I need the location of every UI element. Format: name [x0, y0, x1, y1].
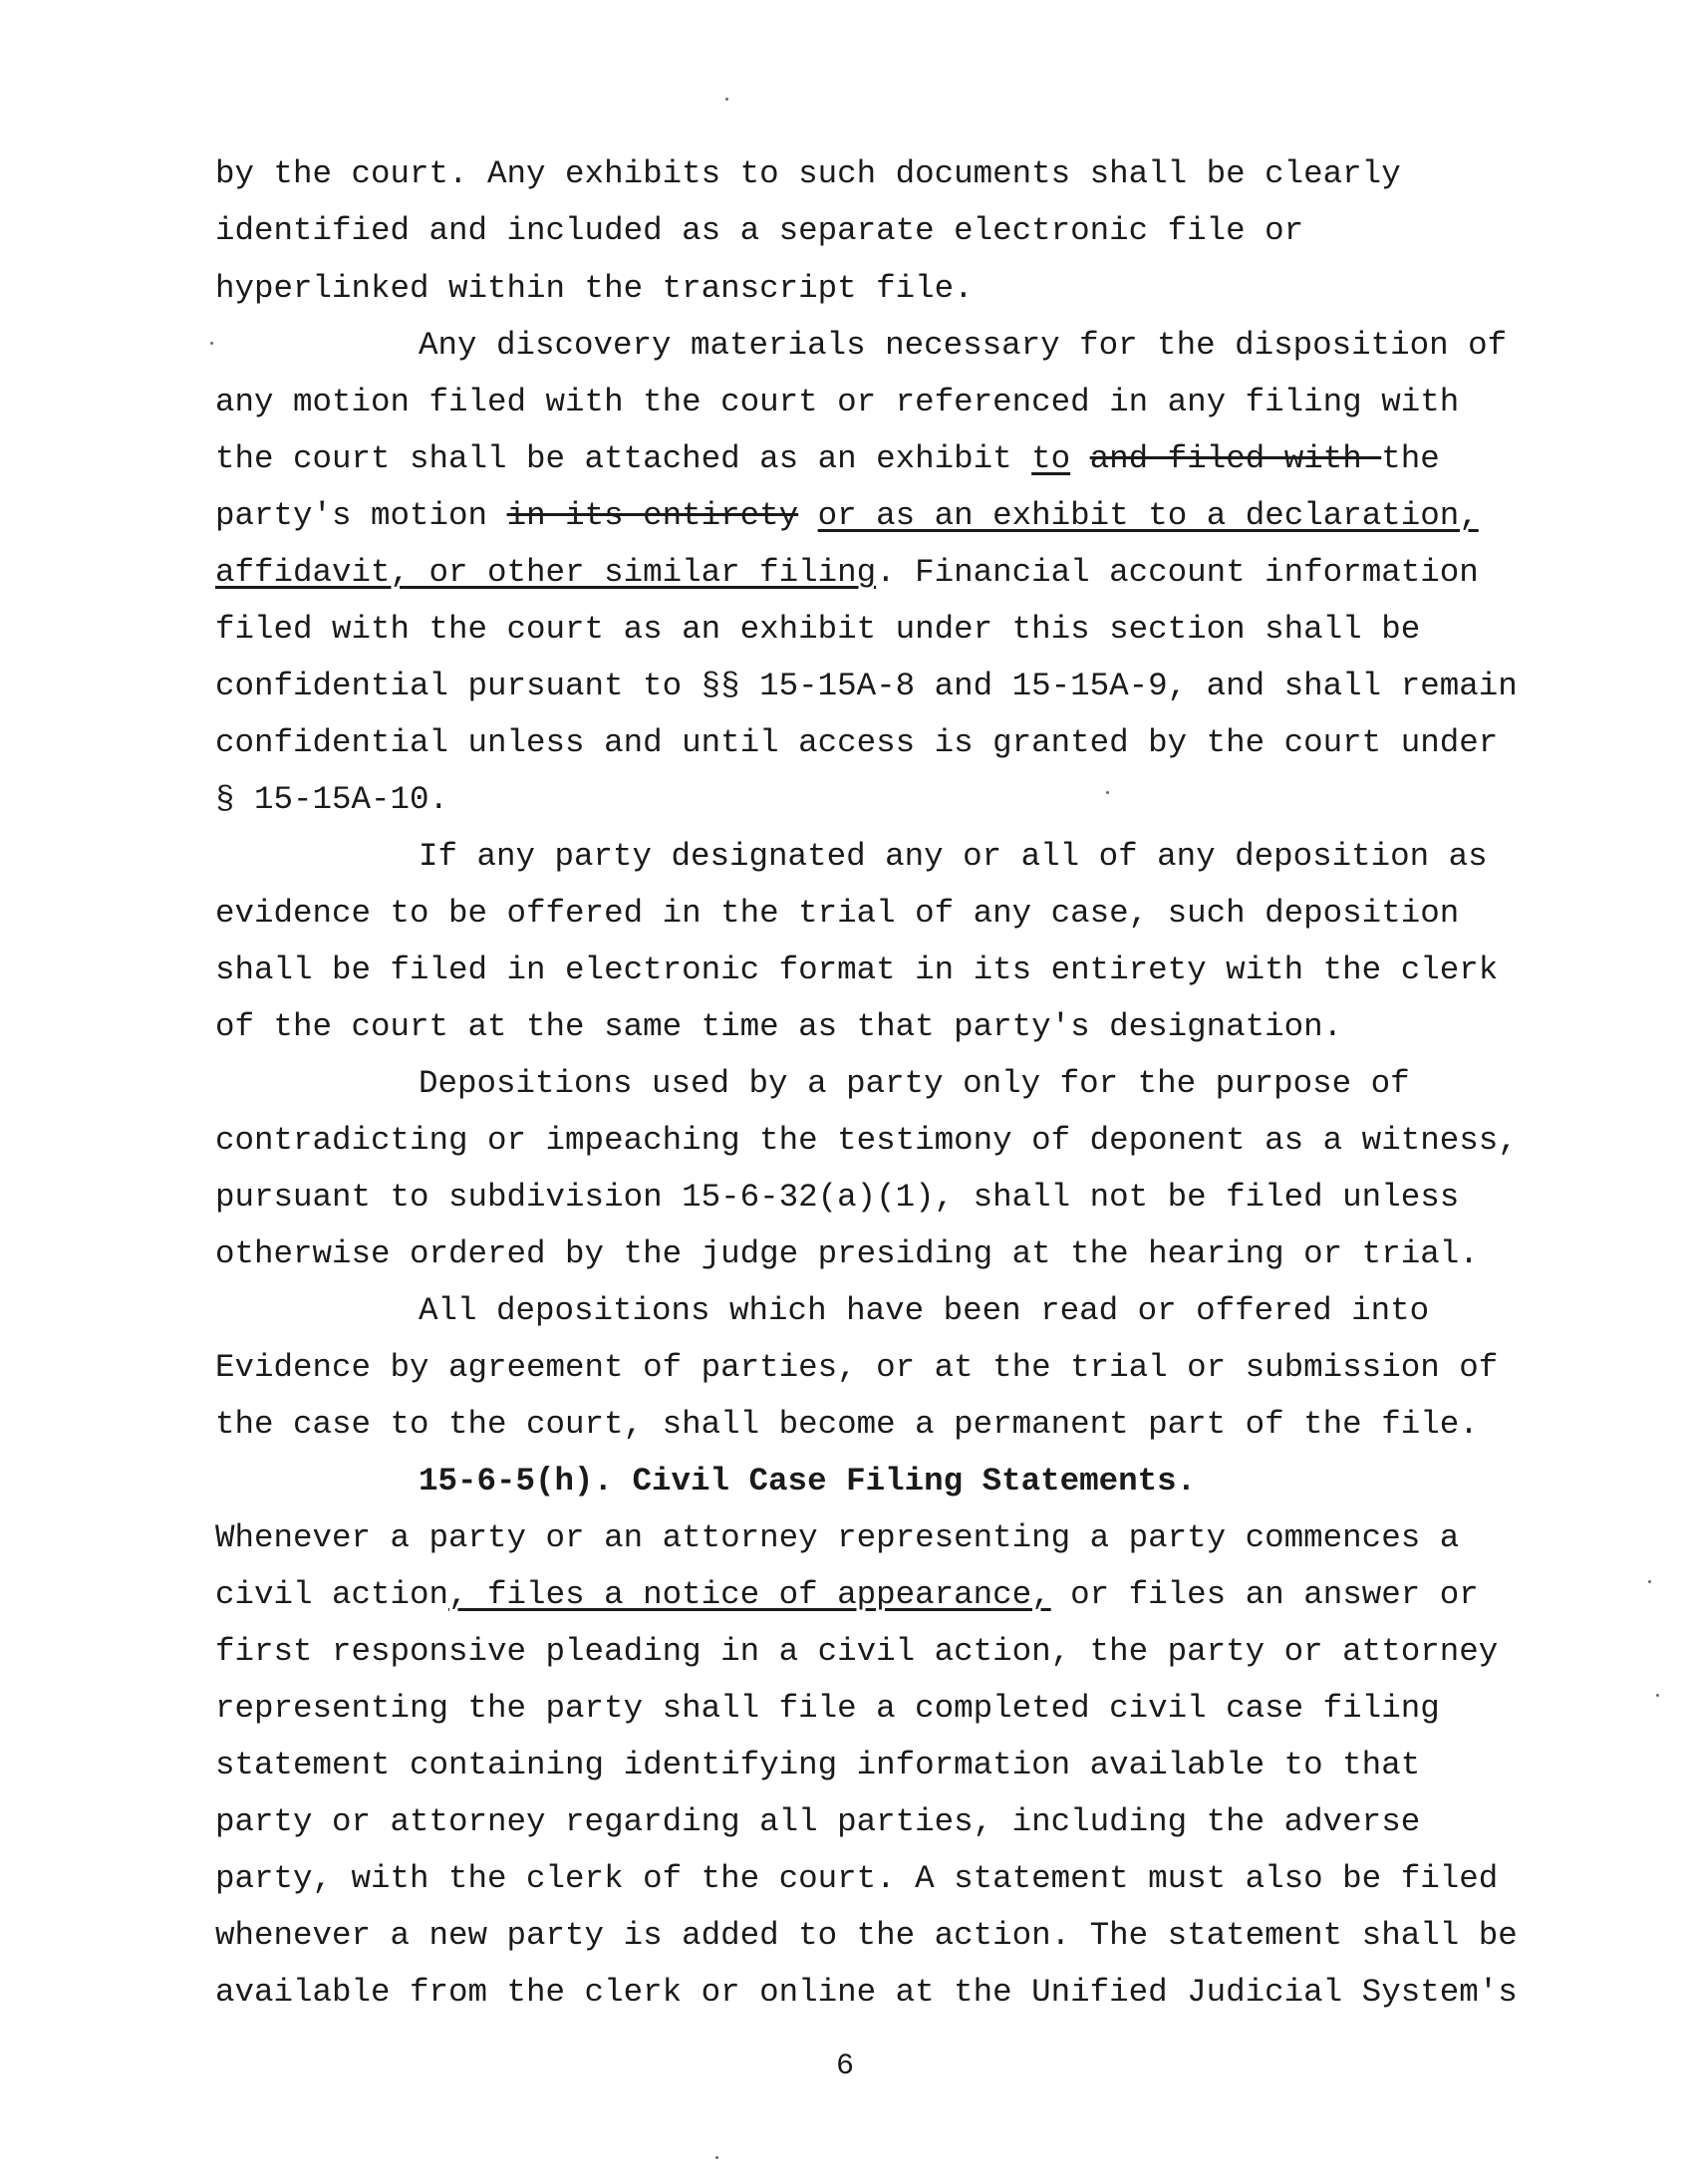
text-segment: identified and included as a separate electronic file or — [215, 212, 1304, 249]
section-heading: 15-6-5(h). Civil Case Filing Statements. — [419, 1463, 1197, 1500]
text-segment: evidence to be offered in the trial of any case, such deposition — [215, 895, 1460, 932]
text-segment: party's motion — [215, 497, 507, 534]
inserted-text: or as an exhibit to a declaration, — [817, 497, 1479, 534]
text-line — [215, 1632, 1498, 1672]
text-line — [215, 1234, 1479, 1274]
deleted-text: and filed with — [1089, 440, 1382, 477]
text-segment: or files an answer or — [1050, 1576, 1479, 1613]
text-line — [215, 1121, 1518, 1161]
text-segment: Whenever a party or an attorney representing a party commences a — [215, 1519, 1460, 1556]
text-segment: first responsive pleading in a civil action, the party or attorney — [215, 1633, 1499, 1670]
text-line — [215, 1689, 1440, 1729]
scan-speck — [1648, 1580, 1651, 1583]
inserted-text: affidavit, or other similar filing — [215, 554, 877, 591]
scan-speck — [210, 342, 213, 345]
text-segment — [798, 497, 818, 534]
text-line — [215, 894, 1459, 934]
text-segment: shall be filed in electronic format in its entirety with the clerk — [215, 952, 1499, 988]
text-line — [215, 269, 974, 309]
text-line — [215, 951, 1498, 990]
text-segment: pursuant to subdivision 15-6-32(a)(1), shall not be filed unless — [215, 1179, 1460, 1216]
text-segment: All depositions which have been read or offered into — [419, 1292, 1430, 1329]
text-segment — [1070, 440, 1090, 477]
text-segment: . Financial account information — [876, 554, 1479, 591]
page-number: 6 — [835, 2049, 854, 2083]
text-segment: by the court. Any exhibits to such documents shall be clearly — [215, 155, 1401, 192]
text-line — [215, 1178, 1459, 1218]
text-line — [215, 1859, 1498, 1899]
deleted-text: in its entirety — [506, 497, 799, 534]
text-line — [419, 1064, 1410, 1104]
text-segment: confidential pursuant to §§ 15-15A-8 and 15-15A-9, and shall remain — [215, 668, 1518, 704]
text-line — [419, 326, 1507, 366]
text-segment: the — [1381, 440, 1440, 477]
text-line — [215, 1973, 1518, 2013]
text-segment: civil action — [215, 1576, 449, 1613]
text-line — [215, 610, 1420, 650]
text-line — [215, 383, 1459, 422]
text-segment: hyperlinked within the transcript file. — [215, 270, 974, 307]
text-segment: Evidence by agreement of parties, or at the trial or submission of — [215, 1349, 1499, 1386]
text-segment: any motion filed with the court or referenced in any filing with — [215, 384, 1460, 420]
inserted-text: to — [1031, 440, 1071, 477]
text-segment: contradicting or impeaching the testimony of deponent as a witness, — [215, 1122, 1518, 1159]
text-segment: representing the party shall file a completed civil case filing — [215, 1690, 1440, 1727]
text-segment: available from the clerk or online at the Unified Judicial System's — [215, 1974, 1518, 2011]
text-segment: the case to the court, shall become a permanent part of the file. — [215, 1406, 1479, 1443]
text-segment: whenever a new party is added to the action. The statement shall be — [215, 1917, 1518, 1954]
text-line — [215, 667, 1518, 706]
text-segment: otherwise ordered by the judge presiding at the hearing or trial. — [215, 1235, 1479, 1272]
text-line — [215, 1916, 1518, 1956]
text-line — [215, 1518, 1459, 1558]
text-segment: party or attorney regarding all parties, including the adverse — [215, 1803, 1421, 1840]
text-segment: the court shall be attached as an exhibit — [215, 440, 1032, 477]
text-line — [215, 496, 1479, 536]
text-line — [215, 780, 448, 820]
text-segment: § 15-15A-10. — [215, 781, 449, 818]
text-segment: statement containing identifying information available to that — [215, 1747, 1421, 1783]
text-line — [215, 1802, 1420, 1842]
text-line — [215, 1746, 1420, 1785]
text-line — [419, 1291, 1429, 1331]
text-segment: confidential unless and until access is granted by the court under — [215, 724, 1499, 761]
text-line — [215, 1575, 1479, 1615]
text-segment: of the court at the same time as that party's designation. — [215, 1008, 1343, 1045]
text-line — [215, 723, 1498, 763]
text-line — [215, 439, 1440, 479]
text-segment: party, with the clerk of the court. A statement must also be filed — [215, 1860, 1499, 1897]
text-segment: Any discovery materials necessary for the disposition of — [419, 327, 1508, 364]
inserted-text: , files a notice of appearance, — [448, 1576, 1051, 1613]
text-line — [419, 837, 1488, 877]
scan-speck — [725, 98, 728, 101]
text-line — [215, 553, 1479, 593]
text-line — [419, 1462, 1196, 1502]
text-segment: filed with the court as an exhibit under this section shall be — [215, 611, 1421, 648]
scan-speck — [715, 2156, 718, 2159]
scan-speck — [1106, 791, 1109, 794]
text-line — [215, 211, 1303, 251]
text-segment: Depositions used by a party only for the purpose of — [419, 1065, 1410, 1102]
text-line — [215, 1007, 1342, 1047]
text-line — [215, 1405, 1479, 1445]
text-segment: If any party designated any or all of any deposition as — [419, 838, 1488, 875]
scan-speck — [1656, 1694, 1659, 1697]
text-line — [215, 1348, 1498, 1388]
text-line — [215, 154, 1401, 194]
